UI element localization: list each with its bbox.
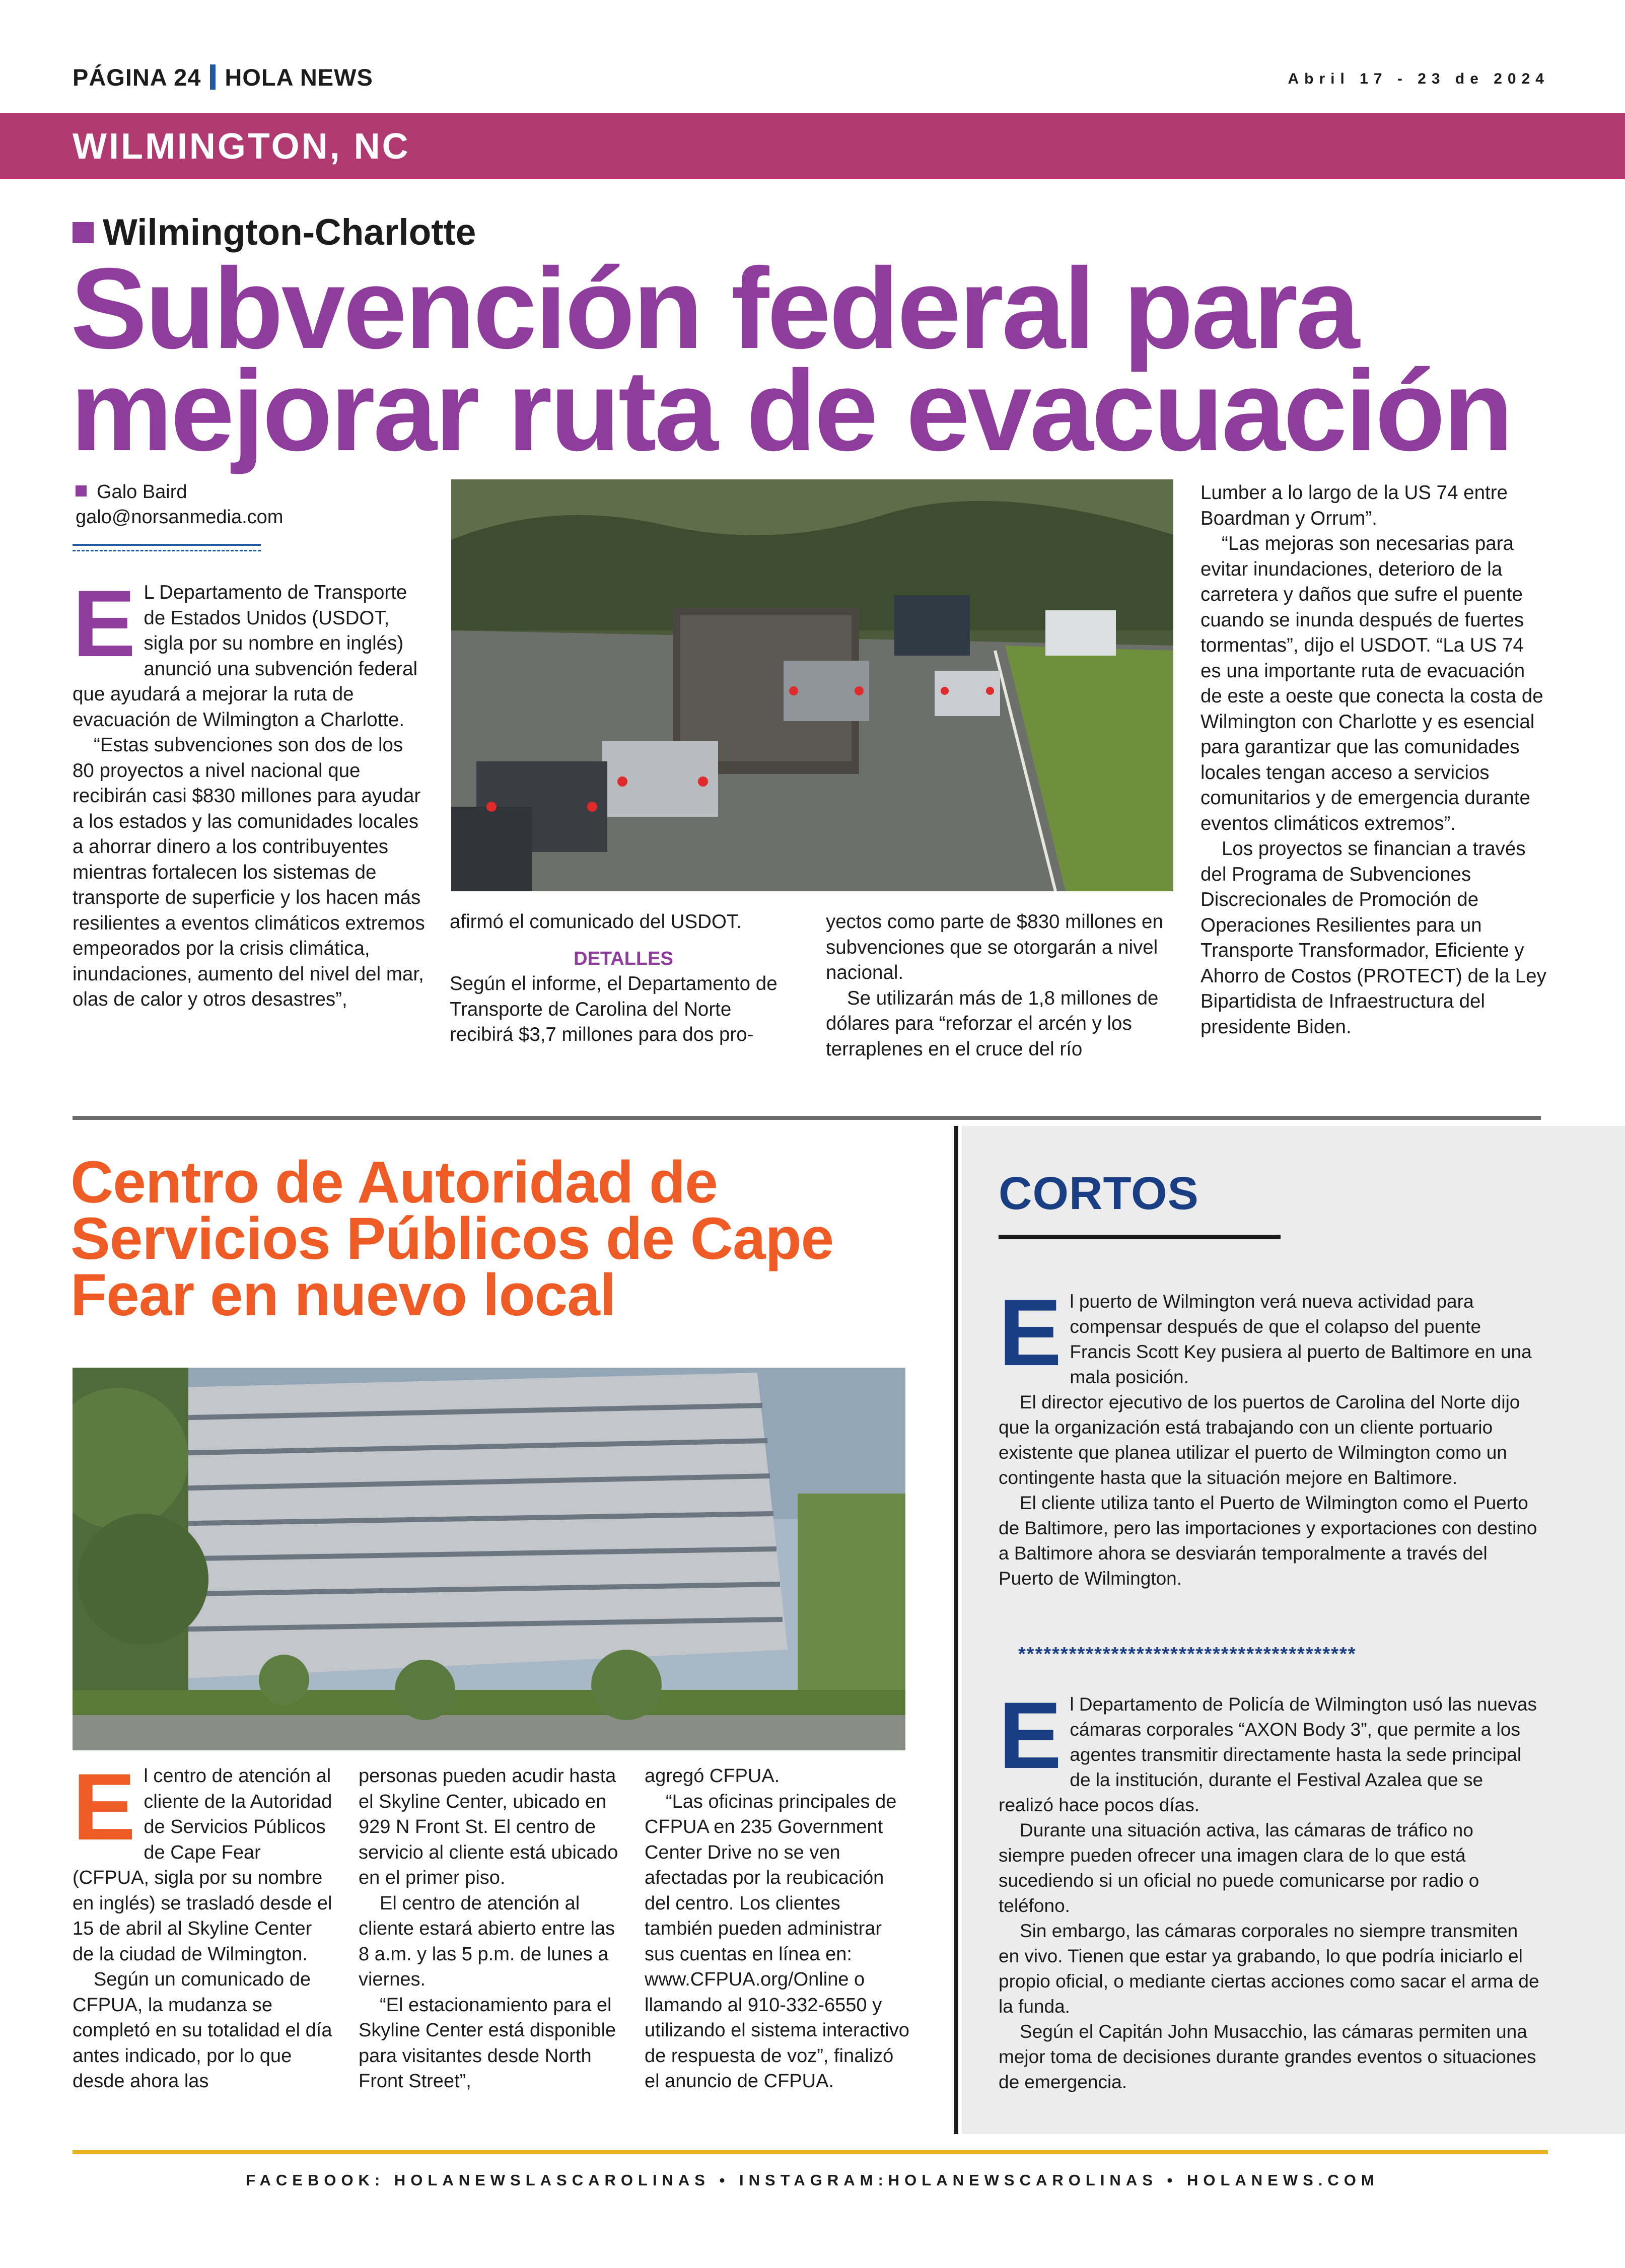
paragraph: l centro de atención al cliente de la Autoridad de Servicios Públicos de Cape Fear (CFPUA, sigla por su nombre en inglés) se trasladó desde el 15 de abril al Skyline Center de la ciudad de Wilmington.: [73, 1765, 332, 1965]
paragraph: afirmó el comunicado del USDOT.: [450, 911, 742, 933]
cortos-underline: [999, 1235, 1281, 1239]
article1-headline: [70, 245, 1571, 475]
paragraph: “Estas subvenciones son dos de los 80 proyectos a nivel nacional que recibirán casi $830 millones para ayudar a los estados y las comunidades locales a ahorrar dinero a los contribuyentes mientras fortalecen los sistemas de transporte de superficie y los hacen más resilientes a eventos climáticos extremos empeorados por la crisis climática, inundaciones, aumento del nivel del mar, olas de calor y otros desastres”,: [73, 734, 425, 1010]
paragraph: l Departamento de Policía de Wilmington usó las nuevas cámaras corporales “AXON Body 3”, que permite a los agentes transmitir directamente hasta la sede principal de la institución, durante el Festival Azalea que se realizó hace pocos días.: [999, 1694, 1537, 1815]
separator-bar: [210, 64, 216, 90]
article1-column-2: [450, 909, 797, 1048]
paragraph: l puerto de Wilmington verá nueva actividad para compensar después de que el colapso del puente Francis Scott Key pusiera al puerto de Baltimore en una mala posición.: [1070, 1291, 1532, 1387]
article1-column-3: [826, 909, 1178, 1062]
cortos-item-2: [999, 1682, 1542, 2095]
drop-cap: E: [999, 1682, 1062, 1788]
footer-rule: [73, 2150, 1548, 2154]
paragraph: Según un comunicado de CFPUA, la mudanza se completó en su totalidad el día antes indicado, por lo que desde ahora las: [73, 1969, 332, 2092]
paragraph: yectos como parte de $830 millones en subvenciones que se otorgarán a nivel nacional.: [826, 911, 1163, 983]
issue-date: Abril 17 - 23 de 2024: [1288, 70, 1549, 87]
author-email: galo@norsanmedia.com: [76, 507, 284, 528]
paragraph: “El estacionamiento para el Skyline Center está disponible para visitantes desde North Front Street”,: [359, 1994, 616, 2092]
paragraph: El director ejecutivo de los puertos de Carolina del Norte dijo que la organización está trabajando con un cliente portuario existente que planea utilizar el puerto de Wilmington como un contingente hasta que la situación mejore en Baltimore.: [999, 1392, 1520, 1488]
kicker-square-icon: [73, 222, 94, 243]
headline-line-2: mejorar ruta de evacuación: [70, 347, 1512, 475]
traffic-illustration: [451, 479, 1173, 891]
paragraph: personas pueden acudir hasta el Skyline Center, ubicado en 929 N Front St. El centro de servicio al cliente está ubicado en el primer piso.: [359, 1765, 618, 1888]
drop-cap: E: [999, 1280, 1062, 1385]
paragraph: El cliente utiliza tanto el Puerto de Wilmington como el Puerto de Baltimore, pero las importaciones y exportaciones con destino a Baltimore ahora se desviarán temporalmente a través del Puerto de Wilmington.: [999, 1493, 1537, 1589]
building-illustration: [73, 1368, 905, 1750]
section-title: WILMINGTON, NC: [73, 126, 410, 167]
drop-cap: E: [73, 1754, 136, 1860]
section-banner: [0, 113, 1625, 179]
building-photo: [73, 1368, 905, 1750]
paragraph: Según el Capitán John Musacchio, las cámaras permiten una mejor toma de decisiones durante grandes eventos o situaciones de emergencia.: [999, 2021, 1536, 2092]
headline-line-1: Subvención federal para: [70, 245, 1358, 373]
paragraph: Sin embargo, las cámaras corporales no siempre transmiten en vivo. Tienen que estar ya grabando, lo que podría iniciarlo el propio oficial, o mediante ciertas acciones como sacar el arma de la funda.: [999, 1921, 1539, 2017]
page-number: PÁGINA 24: [73, 64, 201, 91]
section-divider: [73, 1116, 1541, 1120]
paragraph: “Las oficinas principales de CFPUA en 235 Government Center Drive no se ven afectadas por la reubicación del centro. Los clientes también pueden administrar sus cuentas en línea en: www.CFPUA.org/Online o llamando al 910-332-6550 y utilizando el sistema interactivo de respuesta de voz”, finalizó el anuncio de CFPUA.: [645, 1791, 909, 2092]
article2-column-1: [73, 1754, 337, 2094]
author-name: Galo Baird: [97, 481, 187, 503]
paragraph: L Departamento de Transporte de Estados Unidos (USDOT, sigla por su nombre en inglés) anunció una subvención federal que ayudará a mejorar la ruta de evacuación de Wilmington a Charlotte.: [73, 582, 418, 731]
article2-headline: Centro de Autoridad de Servicios Públicos de Cape Fear en nuevo local: [70, 1149, 834, 1328]
footer-social: FACEBOOK: HOLANEWSLASCAROLINAS • INSTAGRAM:HOLANEWSCAROLINAS • HOLANEWS.COM: [246, 2171, 1379, 2189]
publication-name: HOLA NEWS: [225, 64, 373, 91]
traffic-photo: [451, 479, 1173, 891]
cortos-separator: ****************************************: [1018, 1644, 1357, 1665]
subhead-detalles: DETALLES: [574, 948, 673, 969]
byline-rule: [73, 544, 261, 551]
paragraph: “Las mejoras son necesarias para evitar inundaciones, deterioro de la carretera y daños que sufre el puente cuando se inunda después de fuertes tormentas”, dijo el USDOT. “La US 74 es una importante ruta de evacuación de este a oeste que conecta la costa de Wilmington con Charlotte y es esencial para garantizar que las comunidades locales tengan acceso a servicios comunitarios y de emergencia durante eventos climáticos extremos”.: [1200, 533, 1543, 834]
cortos-item-1: [999, 1280, 1542, 1591]
paragraph: El centro de atención al cliente estará abierto entre las 8 a.m. y las 5 p.m. de lunes a viernes.: [359, 1892, 615, 1990]
paragraph: agregó CFPUA.: [645, 1765, 780, 1787]
sidebar-rule: [954, 1126, 958, 2134]
article2-column-3: [645, 1763, 911, 2094]
byline: [76, 479, 283, 530]
byline-square-icon: [76, 485, 87, 497]
article2-column-2: [359, 1763, 620, 2094]
article1-column-4: [1200, 480, 1548, 1040]
paragraph: Según el informe, el Departamento de Transporte de Carolina del Norte recibirá $3,7 millones para dos pro-: [450, 973, 778, 1045]
drop-cap: E: [73, 571, 136, 676]
article1-column-1: [73, 571, 425, 1013]
paragraph: Durante una situación activa, las cámaras de tráfico no siempre pueden ofrecer una imagen clara de lo que está sucediendo si un oficial no puede comunicarse por radio o teléfono.: [999, 1820, 1479, 1916]
paragraph: Los proyectos se financian a través del Programa de Subvenciones Discrecionales de Promoción de Operaciones Resilientes para un Transporte Transformador, Eficiente y Ahorro de Costos (PROTECT) de la Ley Bipartidista de Infraestructura del presidente Biden.: [1200, 838, 1546, 1038]
page-info: [73, 63, 373, 91]
paragraph: Lumber a lo largo de la US 74 entre Boardman y Orrum”.: [1200, 482, 1508, 529]
kicker-text: Wilmington-Charlotte: [103, 212, 476, 253]
paragraph: Se utilizarán más de 1,8 millones de dólares para “reforzar el arcén y los terraplenes en el cruce del río: [826, 987, 1159, 1060]
cortos-title: CORTOS: [999, 1168, 1199, 1219]
